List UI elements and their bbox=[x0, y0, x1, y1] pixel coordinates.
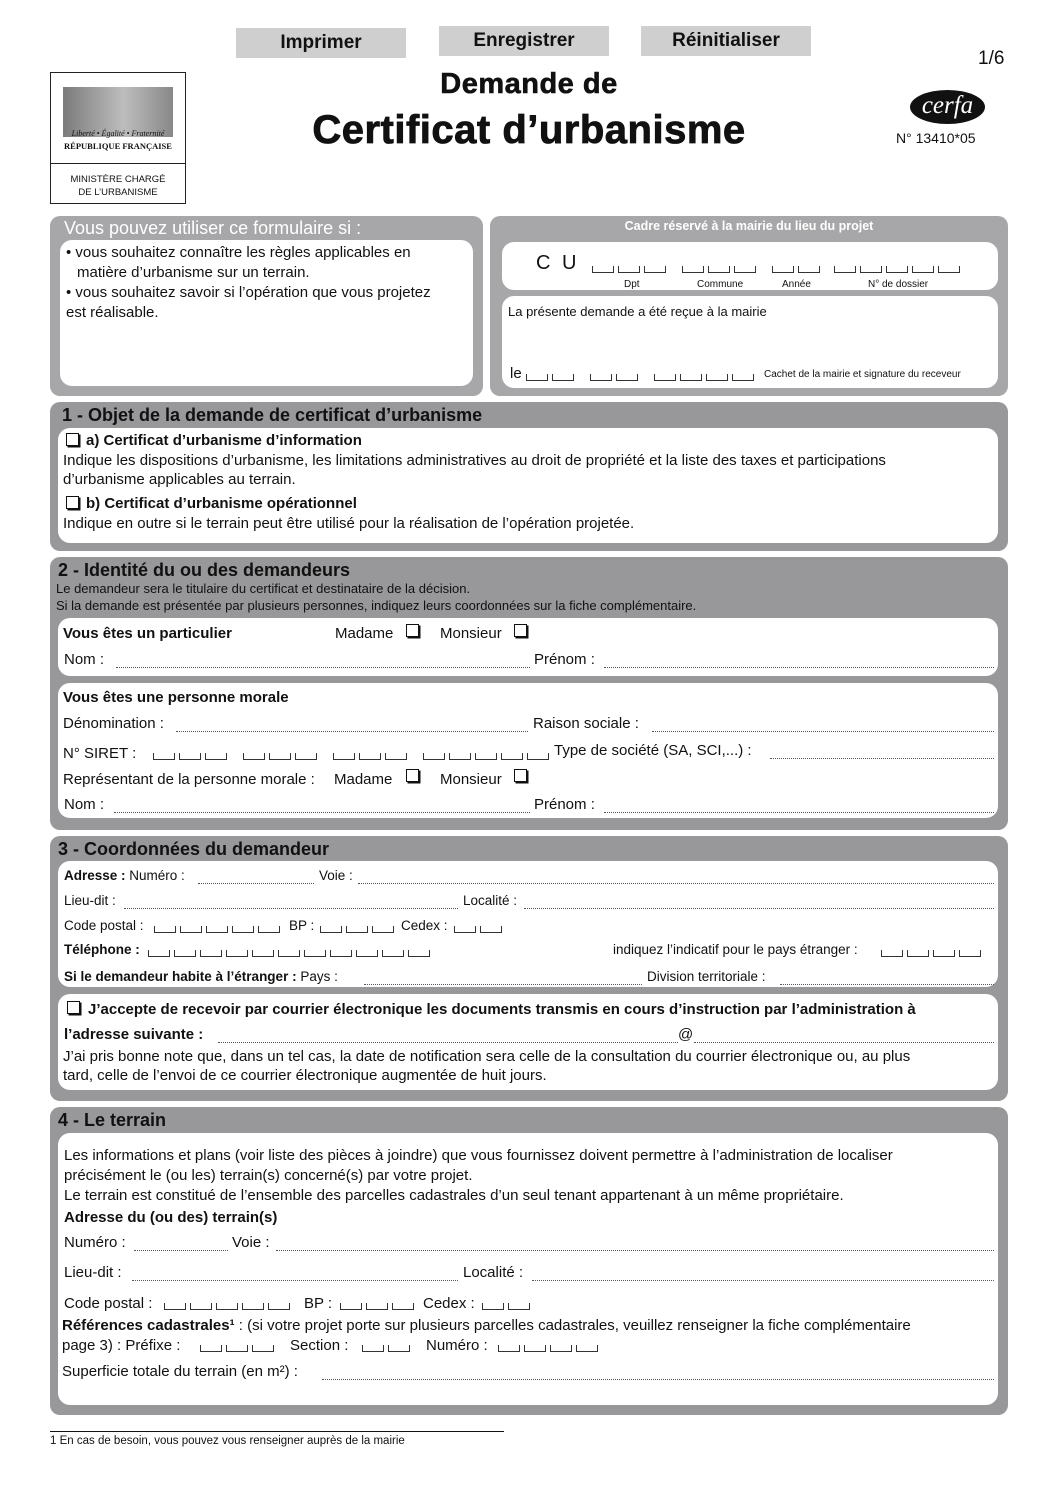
logo-motto: Liberté • Égalité • Fraternité bbox=[71, 129, 165, 138]
usage-bullet2: • vous souhaitez savoir si l’opération que vous projetez bbox=[66, 284, 431, 301]
section3-heading: 3 - Coordonnées du demandeur bbox=[58, 839, 330, 859]
bp-field[interactable] bbox=[320, 926, 398, 933]
section4-heading: 4 - Le terrain bbox=[58, 1110, 167, 1130]
section1-heading: 1 - Objet de la demande de certificat d’urbanisme bbox=[62, 405, 483, 425]
cu-dossier-field[interactable] bbox=[834, 266, 964, 273]
save-button[interactable]: Enregistrer bbox=[439, 26, 609, 56]
section2-panel: 2 - Identité du ou des demandeurs Le demandeur sera le titulaire du certificat et destinataire de la décision. Si la demande est présentée par plusieurs personnes, indiquez leurs coordonnées sur la fiche complémentaire. Vous êtes un particulier Madame Monsieur Nom : Prénom : Vous êtes une personne morale Dénomination : Raison sociale : N° SIRET : Type de société (SA, SCI,...) : Représentant de la personne morale : Madame Monsieur Nom : Prénom : bbox=[50, 557, 1008, 830]
pays-field[interactable] bbox=[364, 984, 642, 985]
cu-number-box: C U Dpt Commune Année N° de dossier bbox=[502, 242, 998, 290]
siret-field[interactable] bbox=[153, 753, 553, 760]
indicatif-field[interactable] bbox=[881, 950, 985, 957]
section2-heading: 2 - Identité du ou des demandeurs bbox=[58, 560, 351, 580]
lieudit-field[interactable] bbox=[124, 908, 458, 909]
email-consent-checkbox[interactable] bbox=[67, 1001, 80, 1014]
mairie-panel bbox=[490, 216, 1008, 396]
superficie-field[interactable] bbox=[322, 1379, 994, 1380]
particulier-box: Vous êtes un particulier Madame Monsieur Nom : Prénom : bbox=[58, 618, 998, 676]
monsieur-checkbox[interactable] bbox=[514, 624, 527, 637]
personne-morale-box: Vous êtes une personne morale Dénomination : Raison sociale : N° SIRET : Type de société (SA, SCI,...) : Représentant de la personne morale : Madame Monsieur Nom : Prénom : bbox=[58, 683, 998, 818]
cu-information-label: a) Certificat d’urbanisme d’information bbox=[86, 432, 362, 449]
representant-monsieur-checkbox[interactable] bbox=[514, 769, 527, 782]
type-societe-field[interactable] bbox=[770, 758, 994, 759]
reception-box: La présente demande a été reçue à la mairie le Cachet de la mairie et signature du receveur bbox=[502, 296, 998, 388]
numero-cadastral-field[interactable] bbox=[498, 1345, 602, 1352]
terrain-cedex-field[interactable] bbox=[482, 1303, 534, 1310]
usage-panel: Vous pouvez utiliser ce formulaire si : • vous souhaitez connaître les règles applicables en matière d’urbanisme sur un terrain. • vous souhaitez savoir si l’opération que vous projetez est réalisable. bbox=[50, 216, 483, 396]
reception-date-field[interactable] bbox=[526, 374, 758, 381]
representant-prenom-field[interactable] bbox=[604, 812, 994, 813]
prenom-field[interactable] bbox=[604, 667, 994, 668]
section4-panel bbox=[50, 1107, 1008, 1415]
cedex-field[interactable] bbox=[454, 926, 506, 933]
cu-annee-field[interactable] bbox=[772, 266, 824, 273]
representant-madame-checkbox[interactable] bbox=[406, 769, 419, 782]
division-territoriale-field[interactable] bbox=[780, 984, 994, 985]
ministry-name: MINISTÈRE CHARGÉ DE L’URBANISME bbox=[70, 174, 166, 198]
email-user-field[interactable] bbox=[218, 1042, 678, 1043]
nom-field[interactable] bbox=[116, 667, 530, 668]
form-title-line1: Demande de bbox=[440, 68, 618, 100]
raison-sociale-field[interactable] bbox=[652, 731, 994, 732]
section1-panel: 1 - Objet de la demande de certificat d’urbanisme a) Certificat d’urbanisme d’information Indique les dispositions d’urbanisme, les limitations administratives au droit de propriété et la liste des taxes et participations d’urbanisme applicables au terrain. b) Certificat d’urbanisme opérationnel Indique en outre si le terrain peut être utilisé pour la réalisation de l’opération projetée. bbox=[50, 402, 1008, 551]
terrain-voie-field[interactable] bbox=[276, 1250, 994, 1251]
reset-button[interactable]: Réinitialiser bbox=[641, 26, 811, 56]
cu-information-checkbox[interactable] bbox=[66, 433, 79, 446]
terrain-lieudit-field[interactable] bbox=[132, 1280, 458, 1281]
terrain-localite-field[interactable] bbox=[532, 1280, 994, 1281]
denomination-field[interactable] bbox=[176, 731, 528, 732]
coordonnees-box: Adresse : Numéro : Voie : Lieu-dit : Localité : Code postal : BP : Cedex : Téléphone : indiquez l’indicatif pour le pays étranger : Si le demandeur habite à l’étranger : Pays : Division territoriale : bbox=[58, 861, 998, 987]
telephone-field[interactable] bbox=[148, 950, 434, 957]
footnote-rule bbox=[50, 1431, 504, 1432]
terrain-code-postal-field[interactable] bbox=[164, 1303, 294, 1310]
email-box: J’accepte de recevoir par courrier électronique les documents transmis en cours d’instruction par l’administration à l’adresse suivante : @ J’ai pris bonne note que, dans un tel cas, la date de notification sera celle de la consultation du courrier électronique ou, au plus tard, celle de l’envoi de ce courrier électronique augmentée de huit jours. bbox=[58, 994, 998, 1090]
email-domain-field[interactable] bbox=[694, 1042, 994, 1043]
cu-commune-field[interactable] bbox=[682, 266, 760, 273]
adresse-numero-field[interactable] bbox=[198, 883, 314, 884]
adresse-voie-field[interactable] bbox=[358, 883, 994, 884]
usage-bullet1: • vous souhaitez connaître les règles applicables en bbox=[66, 244, 411, 261]
form-title: Certificat d’urbanisme bbox=[312, 108, 746, 152]
representant-nom-field[interactable] bbox=[114, 812, 530, 813]
madame-checkbox[interactable] bbox=[406, 624, 419, 637]
terrain-numero-field[interactable] bbox=[134, 1250, 228, 1251]
cu-operationnel-label: b) Certificat d’urbanisme opérationnel bbox=[86, 495, 357, 512]
terrain-box: Les informations et plans (voir liste des pièces à joindre) que vous fournissez doivent permettre à l’administration de localiser précisément le (ou les) terrain(s) concerné(s) par votre projet. Le terrain est constitué de l’ensemble des parcelles cadastrales d’un seul tenant appartenant à un même propriétaire. Adresse du (ou des) terrain(s) Numéro : Voie : Lieu-dit : Localité : Code postal : BP : Cedex : Références cadastrales¹ : (si votre projet porte sur plusieurs parcelles cadastrales, veuillez renseigner la fiche complémentaire page 3) : Préfixe : Section : Numéro : Superficie totale du terrain (en m²) : bbox=[58, 1133, 998, 1405]
prefixe-field[interactable] bbox=[200, 1345, 278, 1352]
footnote: 1 En cas de besoin, vous pouvez vous renseigner auprès de la mairie bbox=[50, 1435, 405, 1447]
section3-panel bbox=[50, 836, 1008, 1101]
cu-operationnel-checkbox[interactable] bbox=[66, 496, 79, 509]
mairie-heading: Cadre réservé à la mairie du lieu du projet bbox=[624, 219, 874, 233]
page-number: 1/6 bbox=[978, 48, 1005, 69]
cu-dpt-field[interactable] bbox=[592, 266, 670, 273]
usage-heading: Vous pouvez utiliser ce formulaire si : bbox=[64, 218, 362, 238]
localite-field[interactable] bbox=[524, 908, 994, 909]
logo-republic: RÉPUBLIQUE FRANÇAISE bbox=[64, 141, 172, 151]
terrain-bp-field[interactable] bbox=[340, 1303, 418, 1310]
print-button[interactable]: Imprimer bbox=[236, 28, 406, 58]
code-postal-field[interactable] bbox=[154, 926, 284, 933]
cerfa-number: N° 13410*05 bbox=[896, 130, 976, 146]
cerfa-logo: cerfa bbox=[910, 90, 985, 124]
section-cadastrale-field[interactable] bbox=[362, 1345, 414, 1352]
